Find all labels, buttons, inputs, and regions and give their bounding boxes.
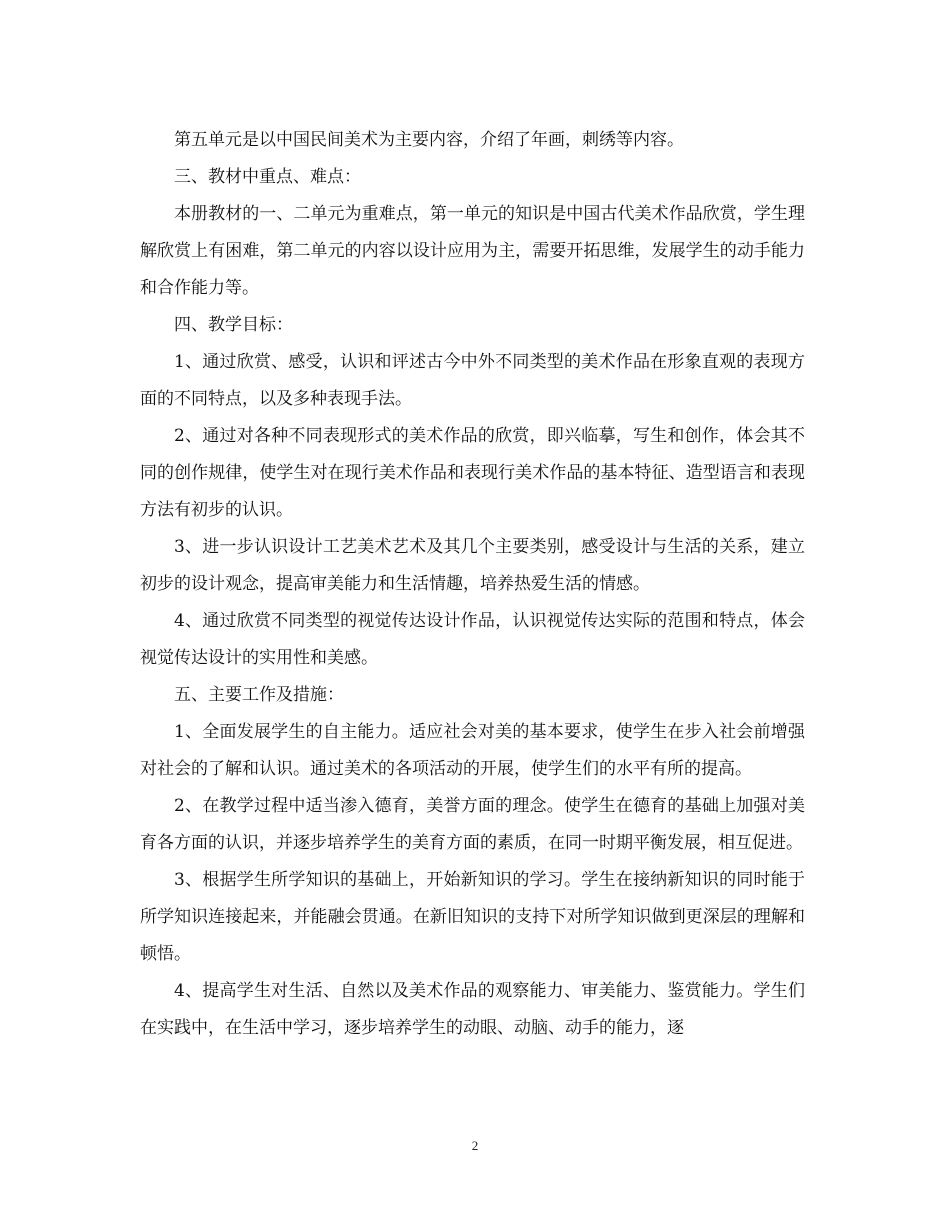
- list-item: 4、提高学生对生活、自然以及美术作品的观察能力、审美能力、鉴赏能力。学生们在实践中，在生活中学习，逐步培养学生的动眼、动脑、动手的能力，逐: [140, 981, 805, 1038]
- paragraph: 第五单元是以中国民间美术为主要内容，介绍了年画，刺绣等内容。: [174, 130, 684, 150]
- section-heading: 四、教学目标：: [174, 315, 293, 335]
- list-item: 4、通过欣赏不同类型的视觉传达设计作品，认识视觉传达实际的范围和特点，体会视觉传达设计的实用性和美感。: [140, 611, 805, 668]
- section-heading: 三、教材中重点、难点：: [174, 167, 361, 187]
- list-item: 1、全面发展学生的自主能力。适应社会对美的基本要求，使学生在步入社会前增强对社会的了解和认识。通过美术的各项活动的开展，使学生们的水平有所的提高。: [140, 722, 805, 779]
- list-item: 2、在教学过程中适当渗入德育，美誉方面的理念。使学生在德育的基础上加强对美育各方面的认识，并逐步培养学生的美育方面的素质，在同一时期平衡发展，相互促进。: [140, 796, 805, 853]
- list-item: 1、通过欣赏、感受，认识和评述古今中外不同类型的美术作品在形象直观的表现方面的不同特点，以及多种表现手法。: [140, 352, 805, 409]
- page-number: 2: [471, 1138, 479, 1153]
- document-body: [140, 122, 805, 1047]
- list-item: 3、进一步认识设计工艺美术艺术及其几个主要类别，感受设计与生活的关系，建立初步的设计观念，提高审美能力和生活情趣，培养热爱生活的情感。: [140, 537, 805, 594]
- list-item: 3、根据学生所学知识的基础上，开始新知识的学习。学生在接纳新知识的同时能于所学知识连接起来，并能融会贯通。在新旧知识的支持下对所学知识做到更深层的理解和顿悟。: [140, 870, 805, 964]
- section-heading: 五、主要工作及措施：: [174, 685, 344, 705]
- paragraph: 本册教材的一、二单元为重难点，第一单元的知识是中国古代美术作品欣赏，学生理解欣赏上有困难，第二单元的内容以设计应用为主，需要开拓思维，发展学生的动手能力和合作能力等。: [140, 204, 805, 298]
- list-item: 2、通过对各种不同表现形式的美术作品的欣赏，即兴临摹，写生和创作，体会其不同的创作规律，使学生对在现行美术作品和表现行美术作品的基本特征、造型语言和表现方法有初步的认识。: [140, 426, 805, 520]
